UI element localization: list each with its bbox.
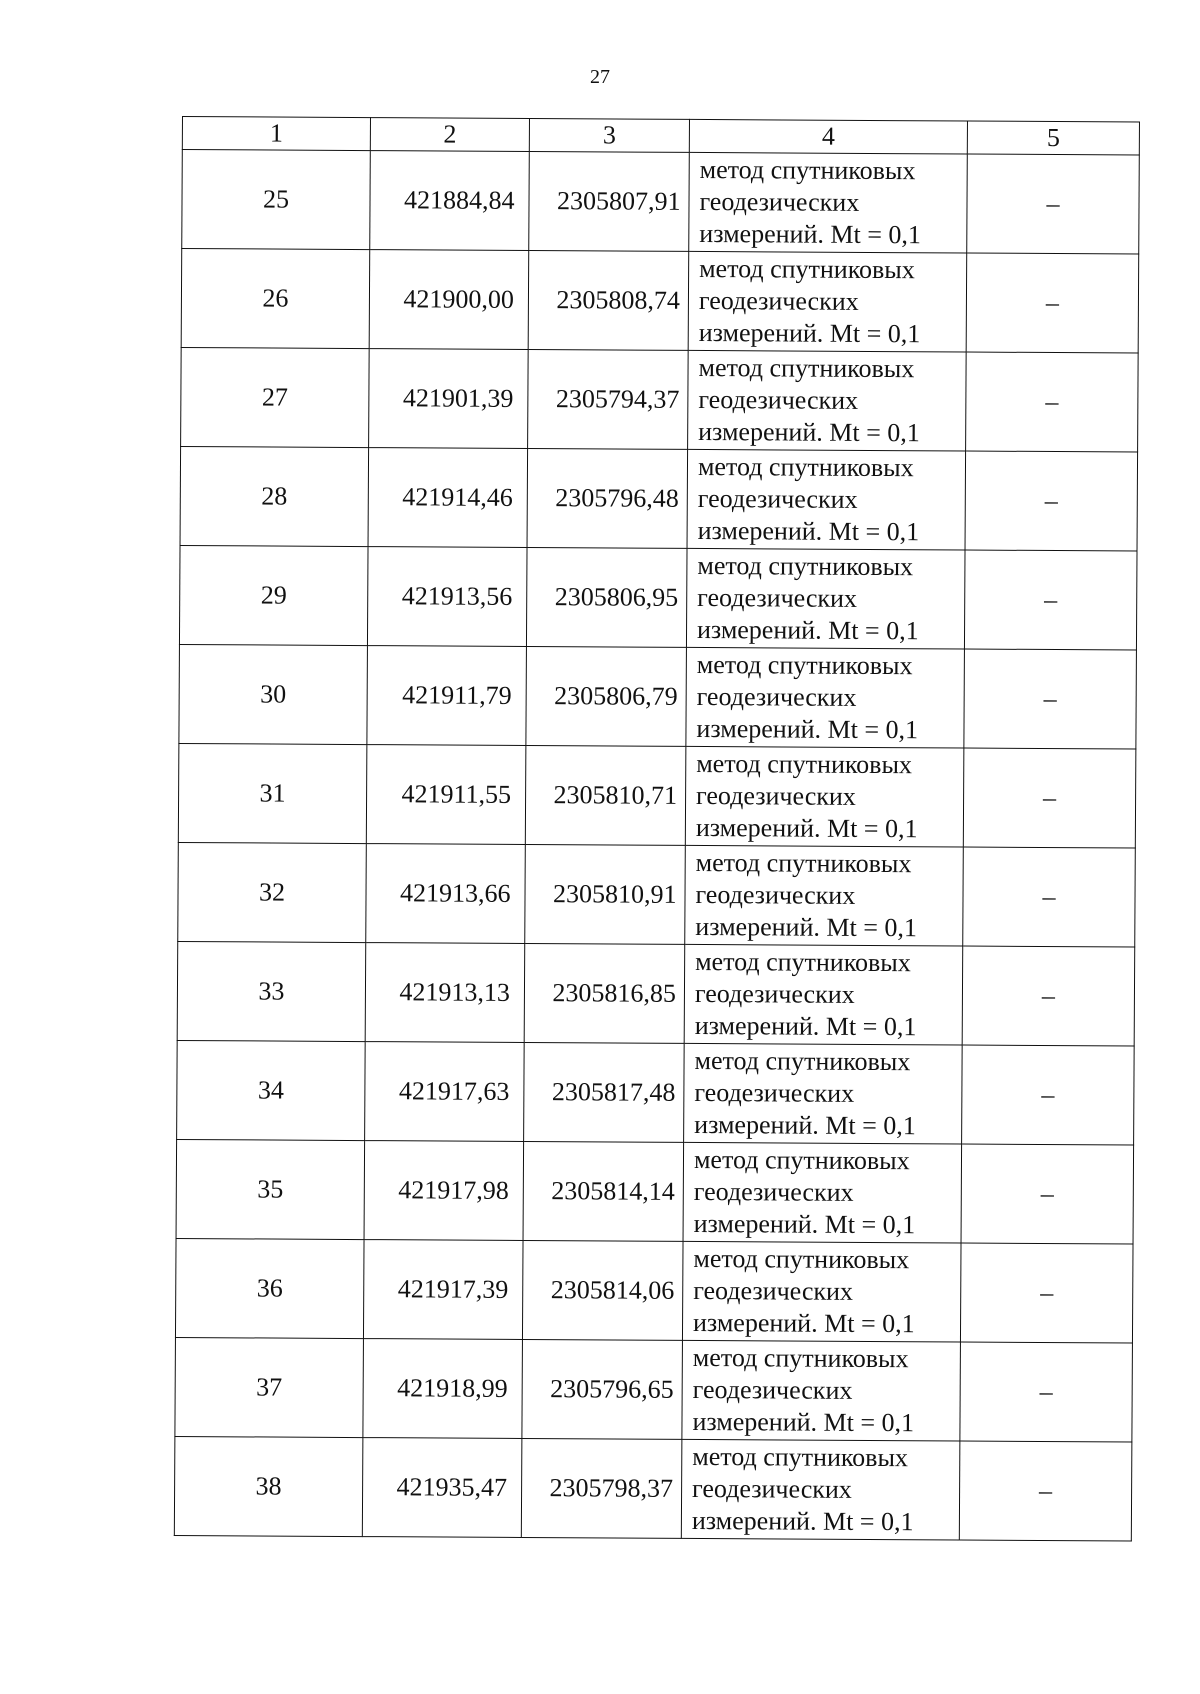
method-text-line: геодезических (698, 384, 859, 415)
method-text-line: метод спутниковых (699, 253, 915, 285)
y-coordinate-cell: 2305810,71 (525, 745, 686, 845)
table-row (174, 1436, 1132, 1541)
method-cell (684, 944, 963, 1045)
table-row (179, 644, 1137, 749)
method-text-line: измерений. Mt = 0,1 (697, 515, 920, 547)
x-coordinate-cell: 421884,84 (370, 151, 530, 251)
point-number-cell: 30 (179, 644, 368, 744)
method-cell (681, 1439, 960, 1540)
point-number-cell: 26 (181, 249, 370, 349)
method-text-line: измерений. Mt = 0,1 (695, 911, 918, 943)
header-col-2: 2 (370, 118, 529, 152)
method-text-line: геодезических (693, 1275, 854, 1306)
method-text-line: метод спутниковых (695, 847, 912, 879)
table-row (178, 842, 1136, 947)
table-header (182, 117, 1139, 156)
method-text-line: измерений. Mt = 0,1 (698, 317, 921, 349)
table-row (175, 1238, 1133, 1343)
point-number-cell: 27 (181, 347, 370, 447)
method-text-line: геодезических (698, 285, 859, 316)
note-cell: – (964, 649, 1137, 749)
y-coordinate-cell: 2305806,79 (526, 646, 687, 746)
note-cell: – (962, 946, 1135, 1046)
method-text-line: геодезических (699, 186, 860, 217)
y-coordinate-cell: 2305794,37 (528, 349, 689, 449)
x-coordinate-cell: 421918,99 (363, 1339, 523, 1439)
y-coordinate-cell: 2305816,85 (524, 943, 685, 1043)
method-text-line: измерений. Mt = 0,1 (699, 218, 922, 250)
y-coordinate-cell: 2305814,14 (523, 1141, 684, 1241)
point-number-cell: 25 (182, 150, 371, 250)
method-text-line: метод спутниковых (699, 154, 916, 186)
y-coordinate-cell: 2305806,95 (526, 547, 687, 647)
method-text-line: измерений. Mt = 0,1 (694, 1010, 917, 1042)
method-text-line: геодезических (693, 1176, 854, 1207)
method-text-line: метод спутниковых (694, 1045, 911, 1077)
method-cell (685, 746, 964, 847)
table-body (174, 150, 1139, 1541)
note-cell: – (967, 154, 1140, 254)
y-coordinate-cell: 2305808,74 (528, 250, 689, 350)
point-number-cell: 34 (177, 1040, 366, 1140)
method-text-line: метод спутниковых (692, 1342, 909, 1374)
table-row (177, 941, 1135, 1046)
table-row (180, 446, 1138, 551)
method-text-line: геодезических (692, 1473, 852, 1504)
y-coordinate-cell: 2305810,91 (525, 844, 686, 944)
note-cell: – (960, 1342, 1133, 1442)
x-coordinate-cell: 421913,66 (366, 844, 526, 944)
x-coordinate-cell: 421917,98 (364, 1141, 524, 1241)
note-cell: – (961, 1144, 1134, 1244)
x-coordinate-cell: 421917,39 (363, 1240, 523, 1340)
point-number-cell: 38 (174, 1436, 363, 1536)
header-col-1: 1 (182, 117, 370, 151)
method-cell (684, 1043, 963, 1144)
y-coordinate-cell: 2305796,48 (527, 448, 688, 548)
method-text-line: метод спутниковых (695, 946, 911, 978)
x-coordinate-cell: 421901,39 (369, 349, 529, 449)
method-text-line: геодезических (694, 978, 855, 1009)
method-cell (687, 449, 966, 550)
x-coordinate-cell: 421913,13 (365, 943, 525, 1043)
method-cell (689, 152, 968, 253)
y-coordinate-cell: 2305814,06 (522, 1240, 683, 1340)
table-row (176, 1139, 1134, 1244)
x-coordinate-cell: 421911,79 (367, 646, 527, 746)
method-cell (686, 548, 965, 649)
point-number-cell: 28 (180, 446, 369, 546)
method-text-line: измерений. Mt = 0,1 (691, 1505, 914, 1537)
method-cell (688, 350, 967, 451)
method-text-line: метод спутниковых (697, 550, 914, 582)
method-cell (686, 647, 965, 748)
x-coordinate-cell: 421911,55 (366, 745, 526, 845)
point-number-cell: 32 (178, 842, 367, 942)
table-row (175, 1337, 1133, 1442)
point-number-cell: 36 (175, 1238, 364, 1338)
method-text-line: измерений. Mt = 0,1 (692, 1307, 915, 1339)
method-cell (688, 251, 967, 352)
x-coordinate-cell: 421900,00 (369, 250, 529, 350)
method-cell (685, 845, 964, 946)
table-row (177, 1040, 1135, 1145)
method-text-line: метод спутниковых (697, 451, 914, 483)
point-number-cell: 33 (177, 941, 366, 1041)
x-coordinate-cell: 421935,47 (362, 1438, 522, 1538)
page-number: 27 (590, 66, 610, 88)
note-cell: – (964, 550, 1137, 650)
method-text-line: измерений. Mt = 0,1 (698, 416, 920, 448)
header-row (182, 117, 1139, 156)
method-text-line: метод спутниковых (696, 649, 913, 681)
method-text-line: метод спутниковых (693, 1243, 910, 1275)
table-row (178, 743, 1136, 848)
method-text-line: геодезических (696, 681, 857, 712)
table-row (181, 347, 1139, 452)
note-cell: – (959, 1441, 1132, 1541)
method-text-line: измерений. Mt = 0,1 (696, 614, 919, 646)
method-text-line: измерений. Mt = 0,1 (692, 1406, 915, 1438)
method-text-line: измерений. Mt = 0,1 (695, 812, 918, 844)
method-text-line: геодезических (692, 1374, 853, 1405)
y-coordinate-cell: 2305796,65 (522, 1339, 683, 1439)
header-col-4: 4 (689, 119, 967, 154)
note-cell: – (966, 352, 1139, 452)
header-col-5: 5 (967, 121, 1139, 155)
method-text-line: геодезических (697, 582, 858, 613)
header-col-3: 3 (529, 119, 689, 153)
method-text-line: измерений. Mt = 0,1 (696, 713, 919, 745)
method-text-line: геодезических (696, 780, 856, 811)
method-cell (683, 1142, 962, 1243)
method-text-line: метод спутниковых (692, 1441, 909, 1473)
x-coordinate-cell: 421914,46 (368, 448, 528, 548)
method-text-line: геодезических (695, 879, 856, 910)
note-cell: – (963, 748, 1136, 848)
point-number-cell: 29 (179, 545, 368, 645)
point-number-cell: 31 (178, 743, 367, 843)
method-text-line: метод спутниковых (696, 748, 913, 780)
note-cell: – (963, 847, 1136, 947)
note-cell: – (965, 451, 1138, 551)
method-text-line: измерений. Mt = 0,1 (693, 1208, 916, 1240)
y-coordinate-cell: 2305807,91 (529, 152, 690, 252)
note-cell: – (966, 253, 1139, 353)
method-text-line: метод спутниковых (693, 1144, 910, 1176)
method-cell (682, 1340, 961, 1441)
coordinates-table (174, 116, 1140, 1541)
point-number-cell: 37 (175, 1337, 364, 1437)
table-row (179, 545, 1137, 650)
note-cell: – (962, 1045, 1135, 1145)
x-coordinate-cell: 421913,56 (367, 547, 527, 647)
x-coordinate-cell: 421917,63 (365, 1042, 525, 1142)
point-number-cell: 35 (176, 1139, 365, 1239)
y-coordinate-cell: 2305798,37 (521, 1438, 682, 1538)
table-row (181, 249, 1139, 354)
method-text-line: геодезических (697, 483, 858, 514)
y-coordinate-cell: 2305817,48 (524, 1042, 685, 1142)
method-text-line: метод спутниковых (698, 352, 915, 384)
method-text-line: измерений. Mt = 0,1 (694, 1109, 916, 1141)
method-cell (682, 1241, 961, 1342)
method-text-line: геодезических (694, 1077, 855, 1108)
note-cell: – (960, 1243, 1133, 1343)
table-row (182, 150, 1140, 255)
